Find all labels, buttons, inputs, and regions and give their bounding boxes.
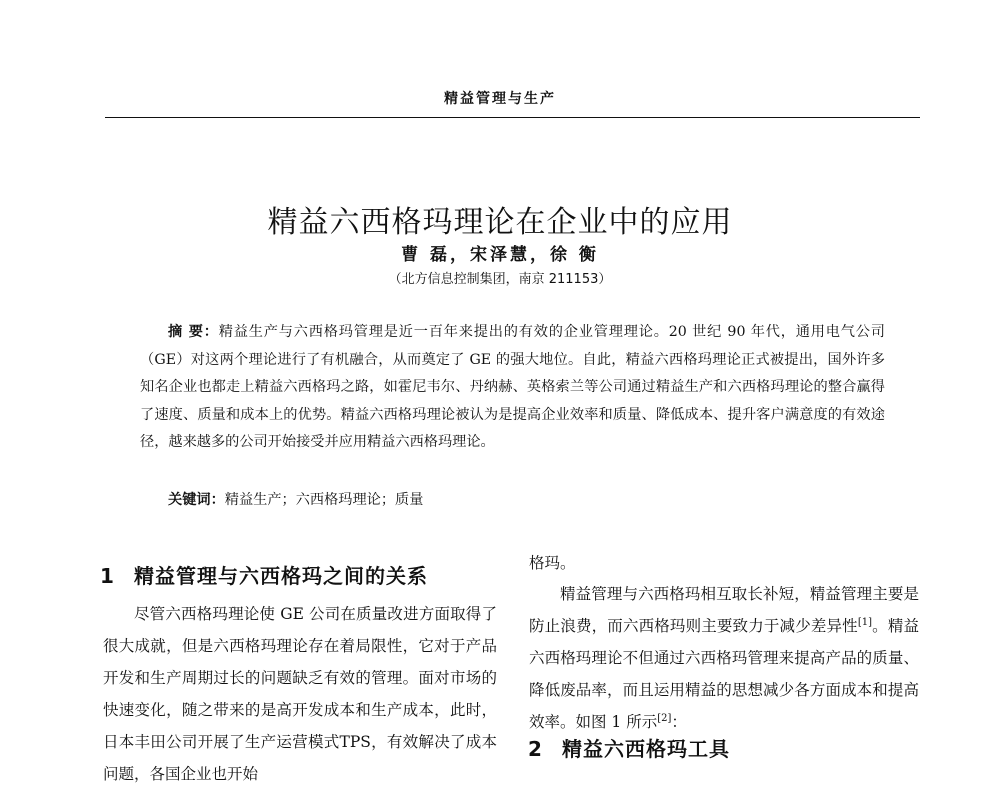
- running-header: 精益管理与生产: [444, 91, 556, 107]
- section-1-heading: [100, 560, 428, 589]
- right-column-continuation: 格玛。: [529, 554, 576, 572]
- keywords-text: 精益生产；六西格玛理论；质量: [224, 492, 424, 508]
- article-title: 精益六西格玛理论在企业中的应用: [267, 205, 733, 240]
- section-1-number: 1: [100, 564, 115, 588]
- section-1-paragraph: 尽管六西格玛理论使 GE 公司在质量改进方面取得了很大成就，但是六西格玛理论存在着局限性，它对于产品开发和生产周期过长的问题缺乏有效的管理。面对市场的快速变化，随之带来的是高开发成本和生产成本，此时，日本丰田公司开展了生产运营模式TPS，有效解决了成本问题，各国企业也开始: [103, 605, 497, 783]
- section-1-title: 精益管理与六西格玛之间的关系: [134, 564, 428, 588]
- section-2-heading: [528, 733, 730, 762]
- citation-1: [1]: [857, 616, 872, 628]
- abstract-label: 摘 要：: [168, 324, 219, 340]
- article-affiliation: （北方信息控制集团，南京 211153）: [388, 272, 612, 287]
- right-paragraph-part-a: 精益管理与六西格玛相互取长补短，精益管理主要是防止浪费，而六西格玛则主要致力于减少差异性: [529, 585, 919, 635]
- abstract: [140, 319, 885, 457]
- keywords-label: 关键词：: [168, 492, 225, 508]
- right-paragraph-end: ：: [671, 713, 687, 731]
- header-rule: [105, 117, 920, 118]
- keywords: [168, 487, 423, 514]
- section-2-title: 精益六西格玛工具: [562, 737, 730, 761]
- right-column-paragraph: [529, 578, 919, 738]
- abstract-text: 精益生产与六西格玛管理是近一百年来提出的有效的企业管理理论。20 世纪 90 年代，通用电气公司（GE）对这两个理论进行了有机融合，从而奠定了 GE 的强大地位。自此，精益六西格玛理论正式被提出，国外许多知名企业也都走上精益六西格玛之路，如霍尼韦尔、丹纳赫、英格索兰等公司通过精益生产和六西格玛理论的整合赢得了速度、质量和成本上的优势。精益六西格玛理论被认为是提高企业效率和质量、降低成本、提升客户满意度的有效途径，越来越多的公司开始接受并应用精益六西格玛理论。: [140, 324, 885, 450]
- article-authors: 曹 磊，宋泽慧，徐 衡: [401, 245, 599, 265]
- citation-2: [2]: [657, 712, 672, 724]
- section-2-number: 2: [528, 737, 543, 761]
- right-paragraph-part-b: 。精益六西格玛理论不但通过六西格玛管理来提高产品的质量、降低废品率，而且运用精益的思想减少各方面成本和提高效率。如图 1 所示: [529, 617, 919, 731]
